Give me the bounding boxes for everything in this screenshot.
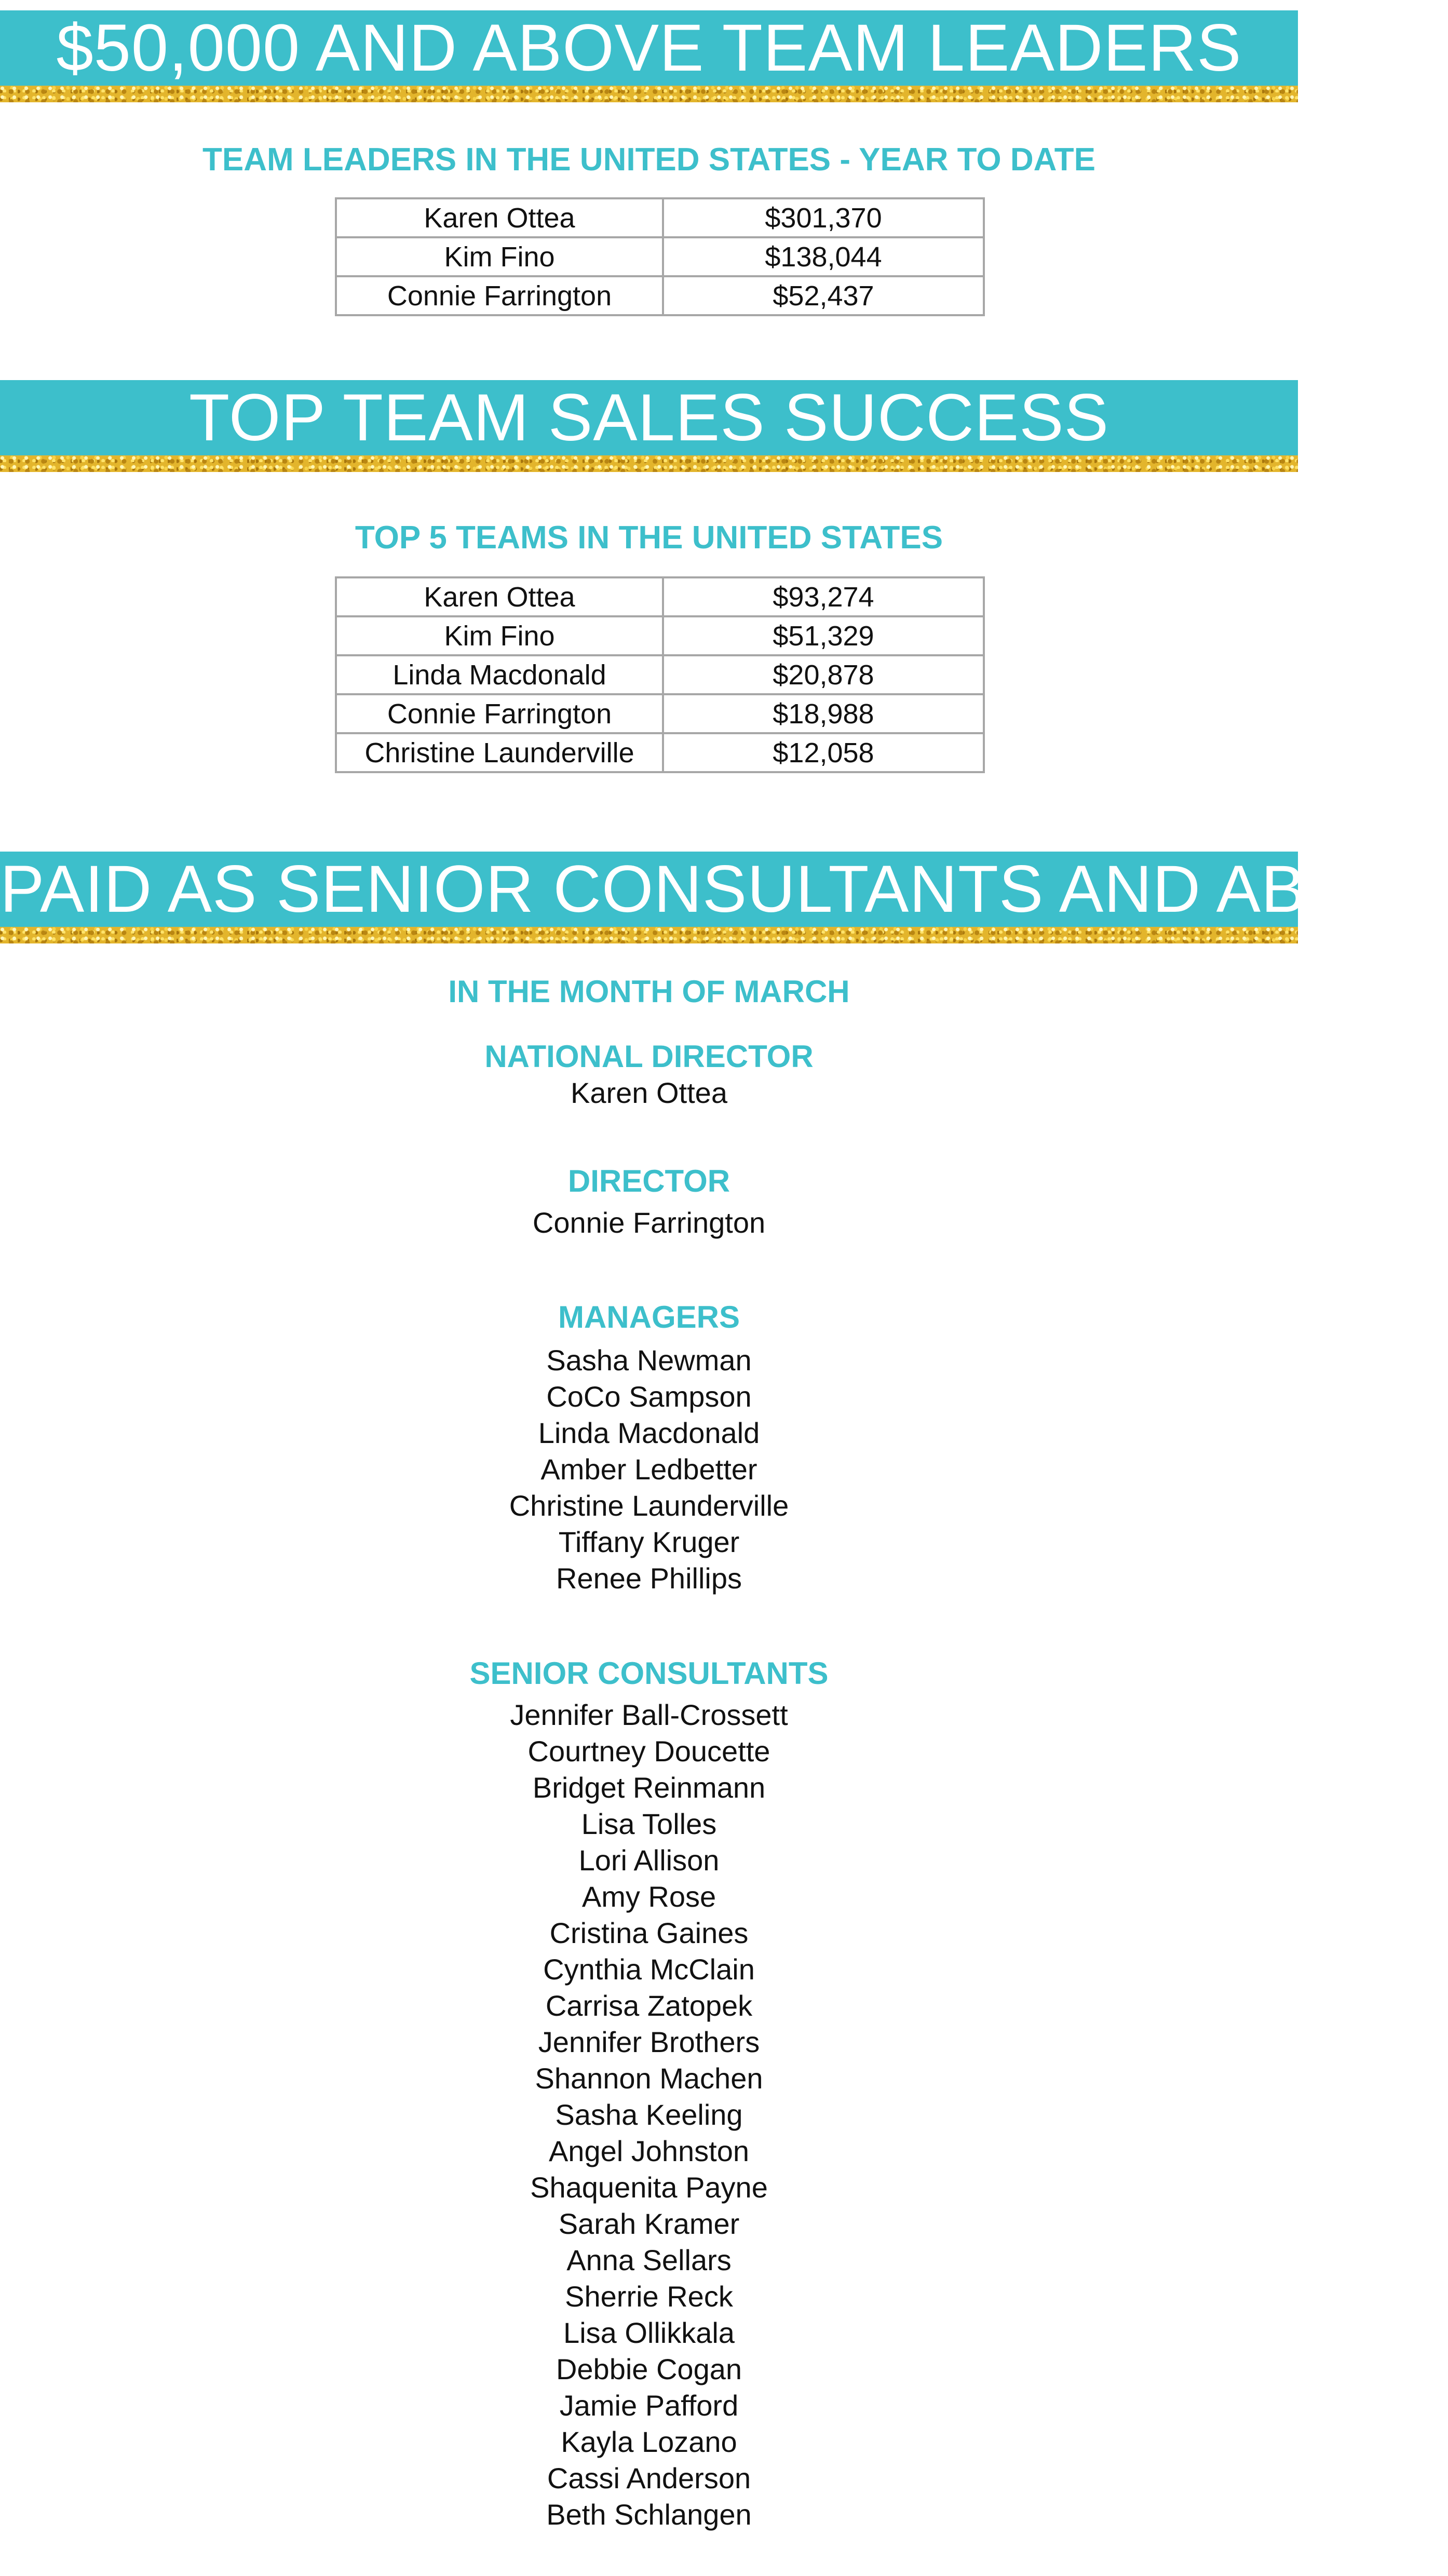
list-item: Courtney Doucette: [527, 1735, 770, 1768]
list-item: Carrisa Zatopek: [545, 1989, 753, 2022]
list-item: Sherrie Reck: [565, 2280, 733, 2313]
table-cell-name: Karen Ottea: [336, 577, 663, 616]
list-item: Linda Macdonald: [538, 1417, 760, 1449]
table-cell-amount: $93,274: [663, 577, 984, 616]
list-item: Cassi Anderson: [547, 2462, 751, 2494]
table-cell-amount: $301,370: [663, 198, 984, 237]
table-row: [336, 616, 984, 655]
list-item: Sarah Kramer: [558, 2207, 740, 2240]
table-row: [336, 276, 984, 315]
director-heading: DIRECTOR: [567, 1164, 730, 1198]
list-item: Connie Farrington: [532, 1206, 766, 1239]
list-item: Kayla Lozano: [561, 2425, 737, 2458]
paid-as-banner: PAID AS SENIOR CONSULTANTS AND ABOVE: [0, 852, 1448, 926]
managers-heading: MANAGERS: [558, 1300, 740, 1334]
list-item: Jamie Pafford: [559, 2389, 739, 2422]
senior-consultants-list: [0, 1697, 1298, 2533]
table-cell-name: Linda Macdonald: [336, 655, 663, 694]
gold-glitter-divider: [0, 927, 1298, 943]
table-row: [336, 237, 984, 276]
top-team-sales-banner: TOP TEAM SALES SUCCESS: [0, 380, 1298, 455]
table-cell-name: Karen Ottea: [336, 198, 663, 237]
table-cell-amount: $138,044: [663, 237, 984, 276]
list-item: Debbie Cogan: [556, 2353, 742, 2385]
table-row: [336, 577, 984, 616]
list-item: Karen Ottea: [571, 1076, 727, 1109]
team-leaders-table: [335, 197, 985, 316]
table-cell-amount: $51,329: [663, 616, 984, 655]
team-leaders-subheading: TEAM LEADERS IN THE UNITED STATES - YEAR TO DATE: [202, 142, 1095, 178]
list-item: Anna Sellars: [566, 2244, 732, 2276]
table-row: [336, 694, 984, 733]
list-item: Sasha Keeling: [555, 2098, 743, 2131]
list-item: Sasha Newman: [546, 1344, 752, 1377]
gold-glitter-divider: [0, 86, 1298, 102]
list-item: Tiffany Kruger: [558, 1526, 740, 1558]
top-teams-subheading: TOP 5 TEAMS IN THE UNITED STATES: [355, 520, 943, 556]
list-item: Shaquenita Payne: [530, 2171, 768, 2204]
table-cell-name: Christine Launderville: [336, 733, 663, 772]
list-item: Renee Phillips: [556, 1562, 742, 1595]
list-item: Shannon Machen: [535, 2062, 763, 2095]
table-row: [336, 733, 984, 772]
table-cell-name: Connie Farrington: [336, 276, 663, 315]
list-item: Cynthia McClain: [543, 1953, 755, 1986]
list-item: Jennifer Ball-Crossett: [510, 1698, 788, 1731]
table-cell-amount: $18,988: [663, 694, 984, 733]
list-item: Lori Allison: [578, 1844, 720, 1877]
list-item: Cristina Gaines: [549, 1917, 749, 1949]
gold-glitter-divider: [0, 455, 1298, 472]
table-cell-name: Connie Farrington: [336, 694, 663, 733]
list-item: Jennifer Brothers: [538, 2026, 760, 2058]
table-cell-amount: $20,878: [663, 655, 984, 694]
managers-list: [0, 1342, 1298, 1597]
list-item: Amber Ledbetter: [540, 1453, 757, 1486]
month-subheading: IN THE MONTH OF MARCH: [448, 974, 850, 1009]
national-director-heading: NATIONAL DIRECTOR: [484, 1039, 814, 1074]
list-item: Beth Schlangen: [546, 2498, 752, 2531]
table-cell-name: Kim Fino: [336, 616, 663, 655]
table-cell-amount: $12,058: [663, 733, 984, 772]
list-item: Bridget Reinmann: [532, 1771, 766, 1804]
top-teams-table: [335, 576, 985, 773]
director-list: [0, 1205, 1298, 1241]
table-row: [336, 655, 984, 694]
table-cell-name: Kim Fino: [336, 237, 663, 276]
senior-consultants-heading: SENIOR CONSULTANTS: [469, 1656, 829, 1691]
table-cell-amount: $52,437: [663, 276, 984, 315]
national-director-list: [0, 1075, 1298, 1111]
list-item: Amy Rose: [581, 1880, 716, 1913]
list-item: Lisa Ollikkala: [563, 2316, 735, 2349]
table-row: [336, 198, 984, 237]
list-item: Angel Johnston: [548, 2135, 750, 2167]
list-item: Lisa Tolles: [581, 1808, 717, 1840]
team-leaders-banner: $50,000 AND ABOVE TEAM LEADERS: [0, 10, 1298, 86]
list-item: Christine Launderville: [509, 1489, 789, 1522]
list-item: CoCo Sampson: [546, 1380, 752, 1413]
